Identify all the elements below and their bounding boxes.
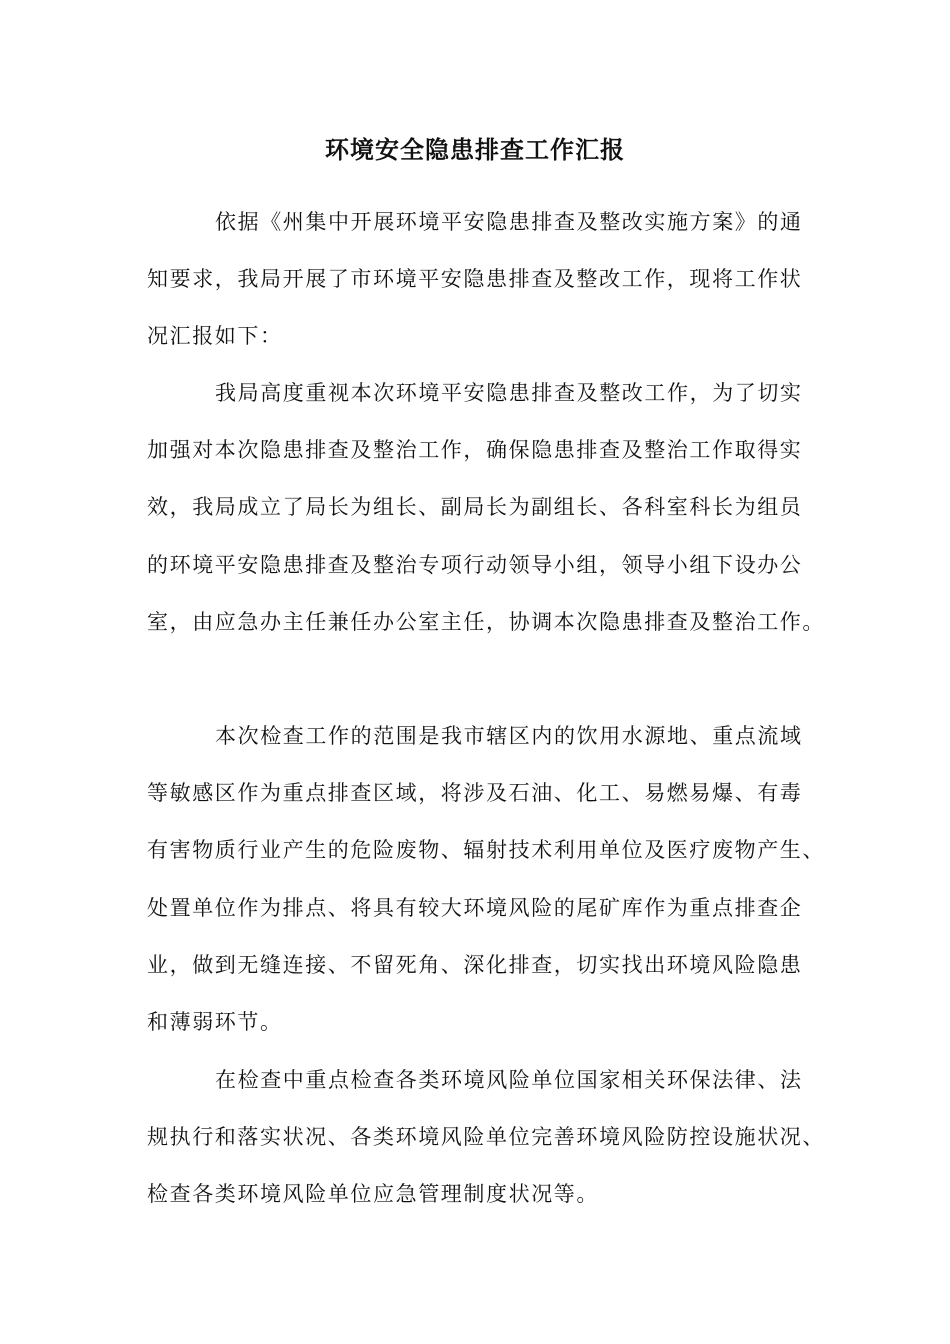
paragraph-line: 况汇报如下：	[147, 324, 283, 349]
paragraph-line: 效，我局成立了局长为组长、副局长为副组长、各科室科长为组员	[147, 495, 803, 520]
paragraph-line: 和薄弱环节。	[147, 1009, 283, 1034]
paragraph-line: 知要求，我局开展了市环境平安隐患排查及整改工作，现将工作状	[147, 267, 803, 292]
paragraph-2	[147, 365, 827, 651]
paragraph-line: 业，做到无缝连接、不留死角、深化排查，切实找出环境风险隐患	[147, 952, 803, 977]
paragraph-line: 等敏感区作为重点排查区域，将涉及石油、化工、易燃易爆、有毒	[147, 781, 803, 806]
paragraph-line: 有害物质行业产生的危险废物、辐射技术利用单位及医疗废物产生、	[147, 838, 825, 863]
paragraph-line: 加强对本次隐患排查及整治工作，确保隐患排查及整治工作取得实	[147, 438, 803, 463]
paragraph-line: 的环境平安隐患排查及整治专项行动领导小组，领导小组下设办公	[147, 552, 803, 577]
paragraph-line: 室，由应急办主任兼任办公室主任，协调本次隐患排查及整治工作。	[147, 609, 825, 634]
paragraph-3	[147, 708, 827, 1051]
paragraph-line: 本次检查工作的范围是我市辖区内的饮用水源地、重点流域	[215, 724, 803, 748]
paragraph-line: 规执行和落实状况、各类环境风险单位完善环境风险防控设施状况、	[147, 1125, 825, 1150]
paragraph-4	[147, 1052, 827, 1224]
paragraph-line: 在检查中重点检查各类环境风险单位国家相关环保法律、法	[215, 1068, 803, 1092]
paragraph-line: 我局高度重视本次环境平安隐患排查及整改工作，为了切实	[215, 381, 803, 405]
paragraph-1	[147, 194, 827, 366]
paragraph-line: 处置单位作为排点、将具有较大环境风险的尾矿库作为重点排查企	[147, 895, 803, 920]
paragraph-line: 依据《州集中开展环境平安隐患排查及整改实施方案》的通	[215, 210, 803, 234]
paragraph-line: 检查各类环境风险单位应急管理制度状况等。	[147, 1182, 599, 1207]
document-title: 环境安全隐患排查工作汇报	[325, 135, 625, 164]
